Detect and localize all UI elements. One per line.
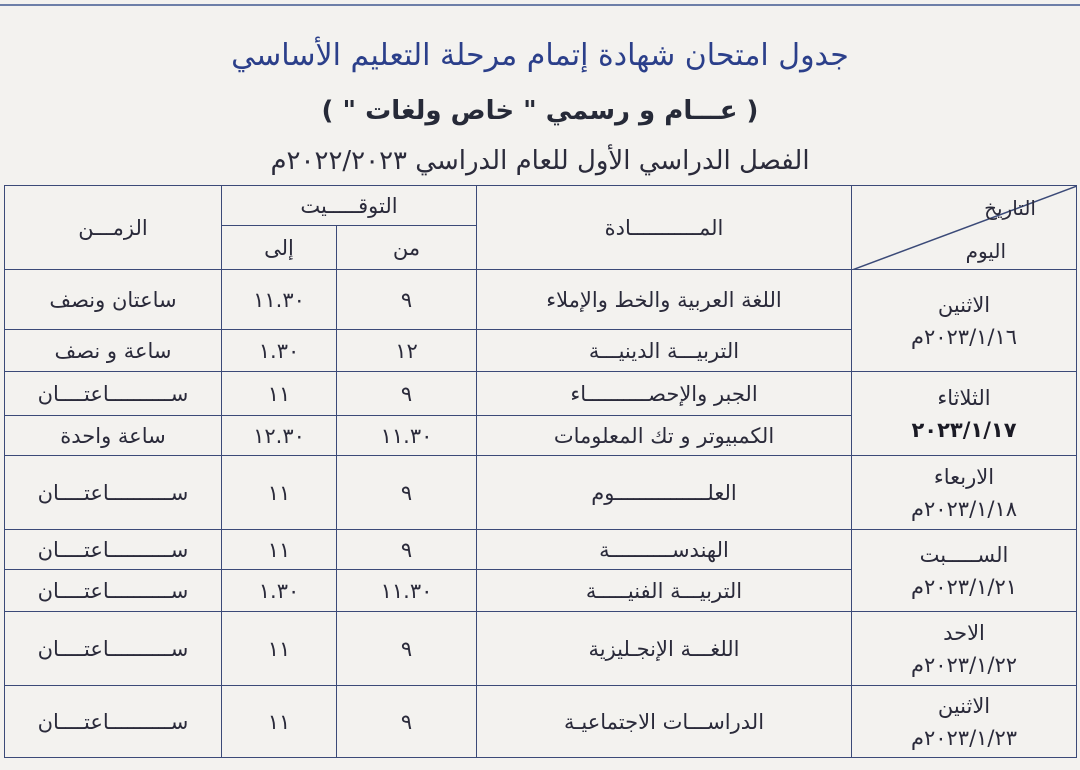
subject-cell: اللغة العربية والخط والإملاء [477,270,852,330]
to-cell: ١١ [222,612,337,686]
to-cell: ١٢.٣٠ [222,416,337,456]
from-cell: ١٢ [337,330,477,372]
duration-cell: ســــــــــاعتــــان [5,530,222,570]
duration-cell: ســــــــــاعتــــان [5,686,222,758]
from-cell: ١١.٣٠ [337,416,477,456]
subject-cell: التربيـــة الفنيـــــة [477,570,852,612]
day-cell [852,612,1077,686]
day-cell [852,372,1077,456]
day-name: الثلاثاء [937,385,991,410]
top-rule [0,4,1080,6]
duration-cell: ســــــــــاعتــــان [5,372,222,416]
duration-cell: ســــــــــاعتــــان [5,570,222,612]
duration-cell: ساعتان ونصف [5,270,222,330]
from-cell: ٩ [337,612,477,686]
date-header-label: التاريخ [984,196,1036,220]
subject-cell: اللغـــة الإنجـليزية [477,612,852,686]
duration-cell: ســــــــــاعتــــان [5,612,222,686]
day-date: ٢٠٢٣/١/١٦م [910,324,1018,349]
timing-header: التوقـــــيت [222,186,477,226]
page-subtitle: ( عـــام و رسمي " خاص ولغات " ) [321,96,759,126]
day-date: ٢٠٢٣/١/٢٣م [910,725,1018,750]
day-name: الاثنين [937,292,991,317]
duration-cell: ساعة و نصف [5,330,222,372]
duration-cell: ســــــــــاعتــــان [5,456,222,530]
page-title: جدول امتحان شهادة إتمام مرحلة التعليم الأساسي [231,38,849,73]
from-cell: ٩ [337,372,477,416]
subject-cell: الجبر والإحصــــــــــاء [477,372,852,416]
from-cell: ١١.٣٠ [337,570,477,612]
day-date: ٢٠٢٣/١/٢١م [910,574,1018,599]
day-cell [852,456,1077,530]
date-day-header [852,186,1077,270]
day-name: الاربعاء [933,464,995,489]
from-header: من [337,226,477,270]
to-cell: ١١.٣٠ [222,270,337,330]
subject-cell: التربيـــة الدينيـــة [477,330,852,372]
day-date: ٢٠٢٣/١/١٧ [911,417,1017,442]
exam-schedule-table [4,185,1077,758]
day-cell [852,686,1077,758]
to-cell: ١.٣٠ [222,570,337,612]
day-cell [852,530,1077,612]
term-line: الفصل الدراسي الأول للعام الدراسي ٢٠٢٢/٢٠٢٣م [270,146,810,176]
duration-header: الزمـــن [5,186,222,270]
to-cell: ١١ [222,456,337,530]
subject-cell: الدراســـات الاجتماعيـة [477,686,852,758]
day-date: ٢٠٢٣/١/٢٢م [910,652,1018,677]
to-cell: ١١ [222,372,337,416]
from-cell: ٩ [337,456,477,530]
day-header-label: اليوم [965,239,1006,263]
to-cell: ١١ [222,530,337,570]
from-cell: ٩ [337,270,477,330]
duration-cell: ساعة واحدة [5,416,222,456]
day-cell [852,270,1077,372]
day-name: الســـــبت [919,542,1009,567]
to-header: إلى [222,226,337,270]
subject-cell: العلـــــــــــــــوم [477,456,852,530]
from-cell: ٩ [337,530,477,570]
day-name: الاثنين [937,693,991,718]
to-cell: ١١ [222,686,337,758]
subject-cell: الهندســــــــــة [477,530,852,570]
from-cell: ٩ [337,686,477,758]
diagonal-divider [852,186,1077,270]
day-date: ٢٠٢٣/١/١٨م [910,496,1018,521]
subject-cell: الكمبيوتر و تك المعلومات [477,416,852,456]
subject-header: المـــــــــــادة [477,186,852,270]
to-cell: ١.٣٠ [222,330,337,372]
day-name: الاحد [943,620,985,645]
